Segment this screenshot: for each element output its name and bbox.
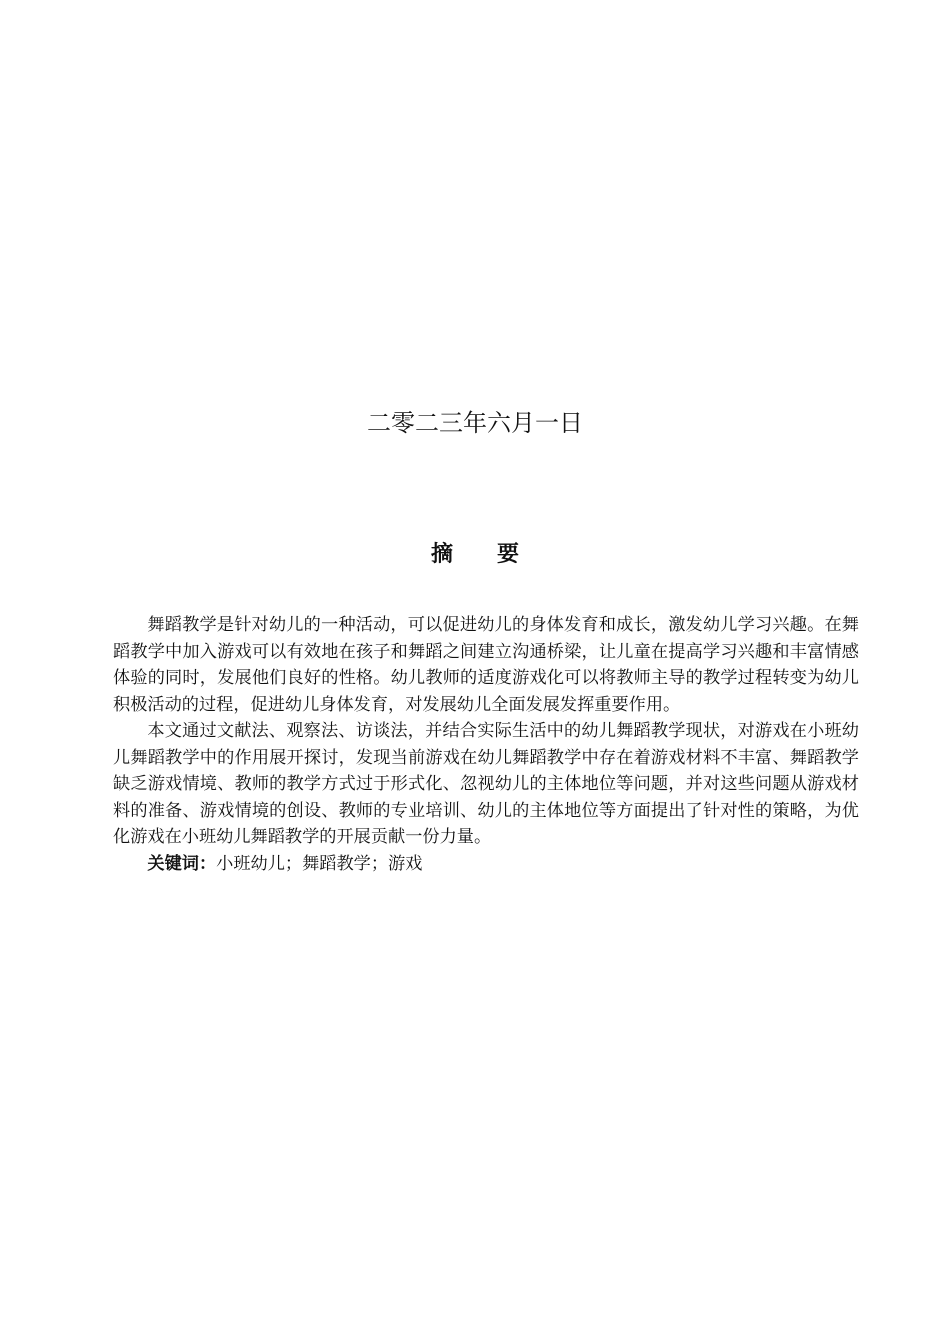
keywords-text: 小班幼儿；舞蹈教学；游戏 [216,853,423,874]
abstract-title: 摘要 [430,542,563,567]
abstract-paragraph-2: 本文通过文献法、观察法、访谈法，并结合实际生活中的幼儿舞蹈教学现状，对游戏在小班幼儿舞蹈教学中的作用展开探讨，发现当前游戏在幼儿舞蹈教学中存在着游戏材料不丰富、舞蹈教学缺乏游戏情境、教师的教学方式过于形式化、忽视幼儿的主体地位等问题，并对这些问题从游戏材料的准备、游戏情境的创设、教师的专业培训、幼儿的主体地位等方面提出了针对性的策略，为优化游戏在小班幼儿舞蹈教学的开展贡献一份力量。 [113,721,859,847]
date-line: 二零二三年六月一日 [367,409,583,437]
abstract-body [113,612,859,877]
abstract-paragraph-1: 舞蹈教学是针对幼儿的一种活动，可以促进幼儿的身体发育和成长，激发幼儿学习兴趣。在舞蹈教学中加入游戏可以有效地在孩子和舞蹈之间建立沟通桥梁，让儿童在提高学习兴趣和丰富情感体验的同时，发展他们良好的性格。幼儿教师的适度游戏化可以将教师主导的教学过程转变为幼儿积极活动的过程，促进幼儿身体发育，对发展幼儿全面发展发挥重要作用。 [113,615,859,715]
keywords-line [113,851,859,878]
keywords-label: 关键词： [147,853,217,874]
